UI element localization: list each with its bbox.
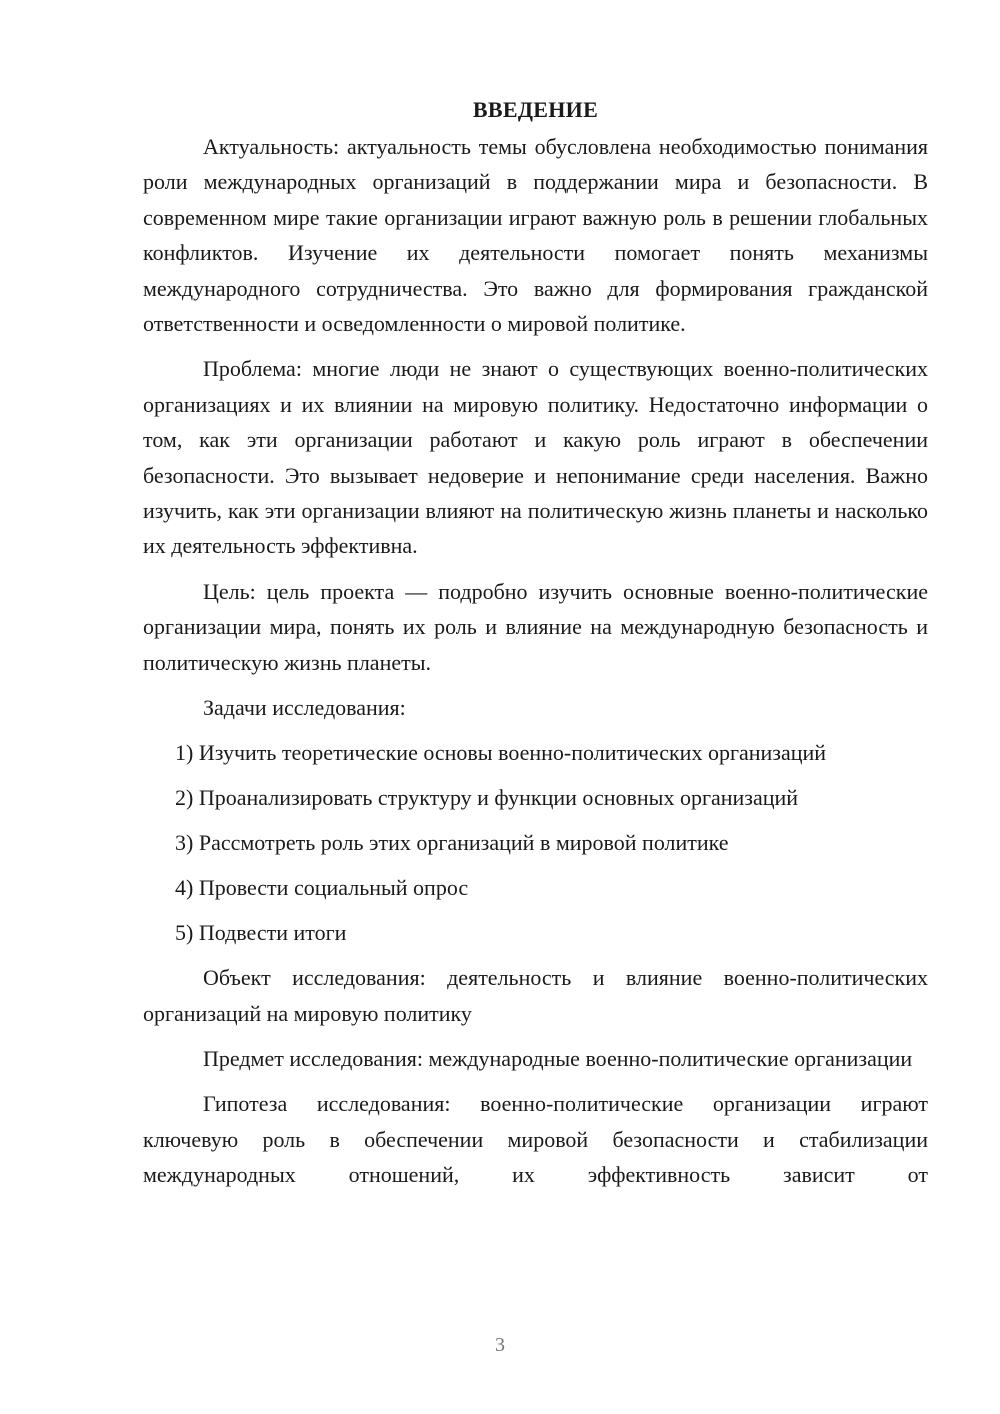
list-item xyxy=(143,825,928,860)
task-text: Проанализировать структуру и функции основных организаций xyxy=(198,785,799,811)
list-item xyxy=(143,915,928,950)
task-number: 2) xyxy=(175,785,194,811)
task-text: Подвести итоги xyxy=(198,920,347,946)
paragraph-hypothesis: Гипотеза исследования: военно-политические организации играют ключевую роль в обеспечении мировой безопасности и стабилизации международных отношений, их эффективность зависит от xyxy=(143,1091,928,1188)
task-text: Изучить теоретические основы военно-политических организаций xyxy=(198,740,827,766)
list-item xyxy=(143,735,928,770)
task-list xyxy=(143,735,928,950)
list-item xyxy=(143,780,928,815)
task-number: 3) xyxy=(175,830,194,856)
list-item xyxy=(143,870,928,905)
paragraph-subject: Предмет исследования: международные военно-политические организации xyxy=(203,1045,913,1071)
paragraph-goal: Цель: цель проекта — подробно изучить основные военно-политические организации мира, понять их роль и влияние на международную безопасность и политическую жизнь планеты. xyxy=(143,578,928,675)
page-title: ВВЕДЕНИЕ xyxy=(472,97,599,122)
task-number: 4) xyxy=(175,875,194,901)
paragraph-object: Объект исследования: деятельность и влияние военно-политических организаций на мировую политику xyxy=(143,965,928,1026)
page-number: 3 xyxy=(495,1334,505,1356)
paragraph-problem: Проблема: многие люди не знают о существующих военно-политических организациях и их влиянии на мировую политику. Недостаточно информации о том, как эти организации работают и какую роль играют в обеспечении безопасности. Это вызывает недоверие и непонимание среди населения. Важно изучить, как эти организации влияют на политическую жизнь планеты и насколько их деятельность эффективна. xyxy=(143,356,928,559)
task-number: 1) xyxy=(175,740,194,766)
paragraph-relevance: Актуальность: актуальность темы обусловлена необходимостью понимания роли международных организаций в поддержании мира и безопасности. В современном мире такие организации играют важную роль в решении глобальных конфликтов. Изучение их деятельности помогает понять механизмы международного сотрудничества. Это важно для формирования гражданской ответственности и осведомленности о мировой политике. xyxy=(143,134,928,337)
task-number: 5) xyxy=(175,920,194,946)
task-text: Провести социальный опрос xyxy=(198,875,469,901)
task-text: Рассмотреть роль этих организаций в мировой политике xyxy=(198,830,729,856)
tasks-heading: Задачи исследования: xyxy=(203,695,406,721)
document-page xyxy=(143,95,928,1203)
